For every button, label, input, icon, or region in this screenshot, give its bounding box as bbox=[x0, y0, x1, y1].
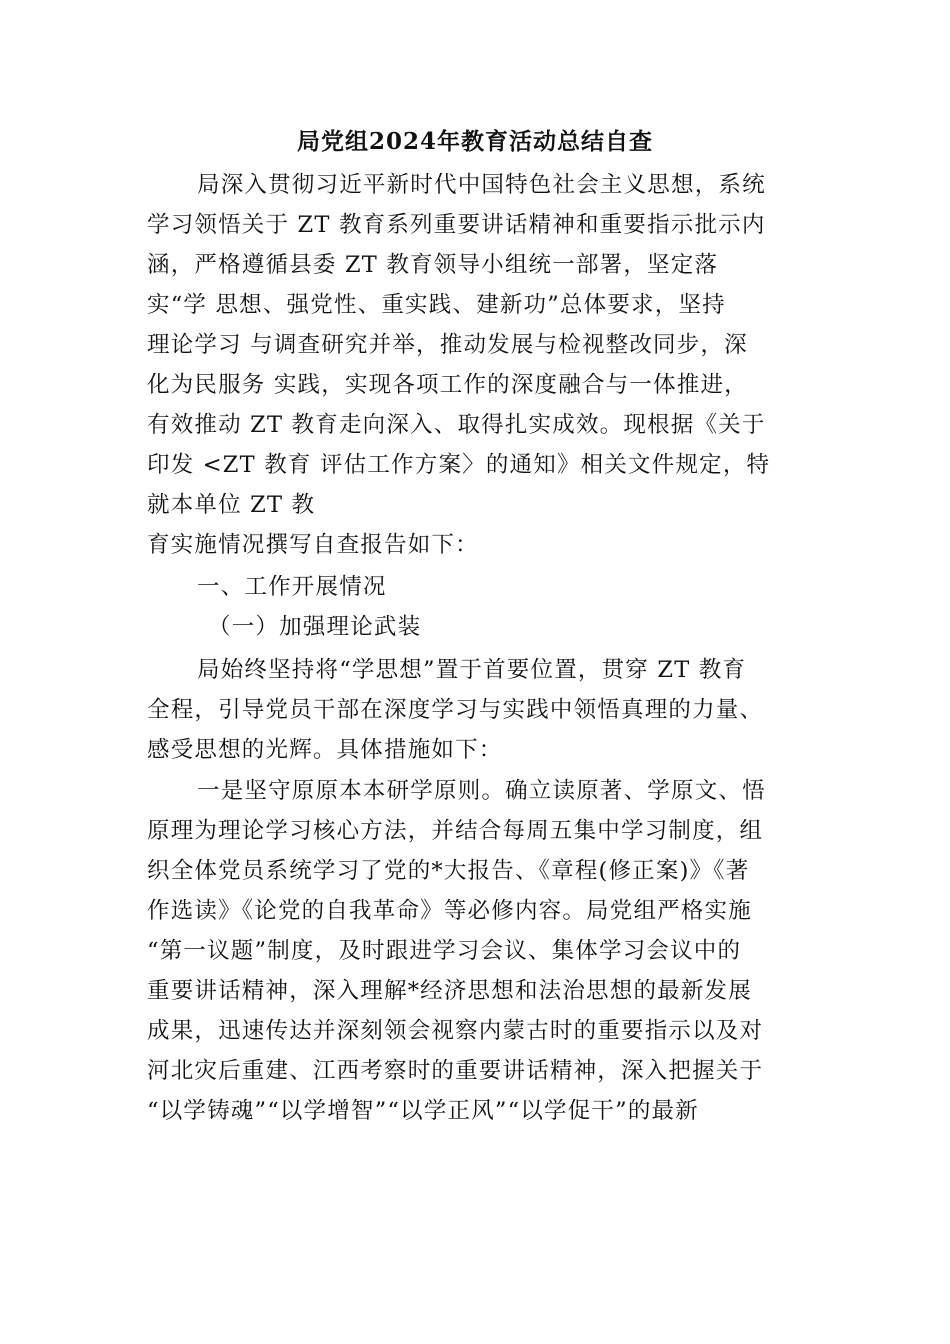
paragraph-line: 河北灾后重建、江西考察时的重要讲话精神，深入把握关于 bbox=[147, 1058, 764, 1084]
paragraph-line: 育实施情况撰写自查报告如下： bbox=[147, 532, 479, 558]
paragraph-line: 印发 <ZT 教育 评估工作方案〉的通知》相关文件规定，特 bbox=[147, 452, 771, 478]
paragraph-line: “以学铸魂”“以学增智”“以学正风”“以学促干”的最新 bbox=[147, 1098, 699, 1124]
section-heading: 一、工作开展情况 bbox=[197, 574, 387, 600]
paragraph-line: 织全体党员系统学习了党的*大报告、《章程(修正案)》《著 bbox=[147, 858, 750, 884]
paragraph-line: 重要讲话精神，深入理解*经济思想和法治思想的最新发展 bbox=[147, 978, 752, 1004]
paragraph-line: “第一议题”制度，及时跟进学习会议、集体学习会议中的 bbox=[147, 938, 742, 964]
paragraph-line: 实“学 思想、强党性、重实践、建新功”总体要求，坚持 bbox=[147, 292, 726, 318]
subsection-heading: （一）加强理论武装 bbox=[208, 614, 422, 640]
paragraph-line: 化为民服务 实践，实现各项工作的深度融合与一体推进， bbox=[147, 372, 748, 398]
paragraph-line: 成果，迅速传达并深刻领会视察内蒙古时的重要指示以及对 bbox=[147, 1018, 764, 1044]
paragraph-line: 局始终坚持将“学思想”置于首要位置，贯穿 ZT 教育 bbox=[197, 657, 747, 683]
paragraph-line: 一是坚守原原本本研学原则。确立读原著、学原文、悟 bbox=[197, 778, 766, 804]
paragraph-line: 就本单位 ZT 教 bbox=[147, 492, 316, 518]
paragraph-line: 原理为理论学习核心方法，并结合每周五集中学习制度，组 bbox=[147, 818, 764, 844]
paragraph-line: 有效推动 ZT 教育走向深入、取得扎实成效。现根据《关于 bbox=[147, 412, 766, 438]
paragraph-line: 感受思想的光辉。具体措施如下： bbox=[147, 737, 503, 763]
document-title: 局党组2024年教育活动总结自查 bbox=[296, 128, 653, 155]
paragraph-line: 学习领悟关于 ZT 教育系列重要讲话精神和重要指示批示内 bbox=[147, 212, 766, 238]
paragraph-line: 局深入贯彻习近平新时代中国特色社会主义思想，系统 bbox=[197, 172, 766, 198]
paragraph-line: 涵，严格遵循县委 ZT 教育领导小组统一部署，坚定落 bbox=[147, 252, 719, 278]
paragraph-line: 全程，引导党员干部在深度学习与实践中领悟真理的力量、 bbox=[147, 697, 764, 723]
paragraph-line: 作选读》《论党的自我革命》等必修内容。局党组严格实施 bbox=[147, 898, 752, 924]
paragraph-line: 理论学习 与调查研究并举，推动发展与检视整改同步，深 bbox=[147, 332, 748, 358]
